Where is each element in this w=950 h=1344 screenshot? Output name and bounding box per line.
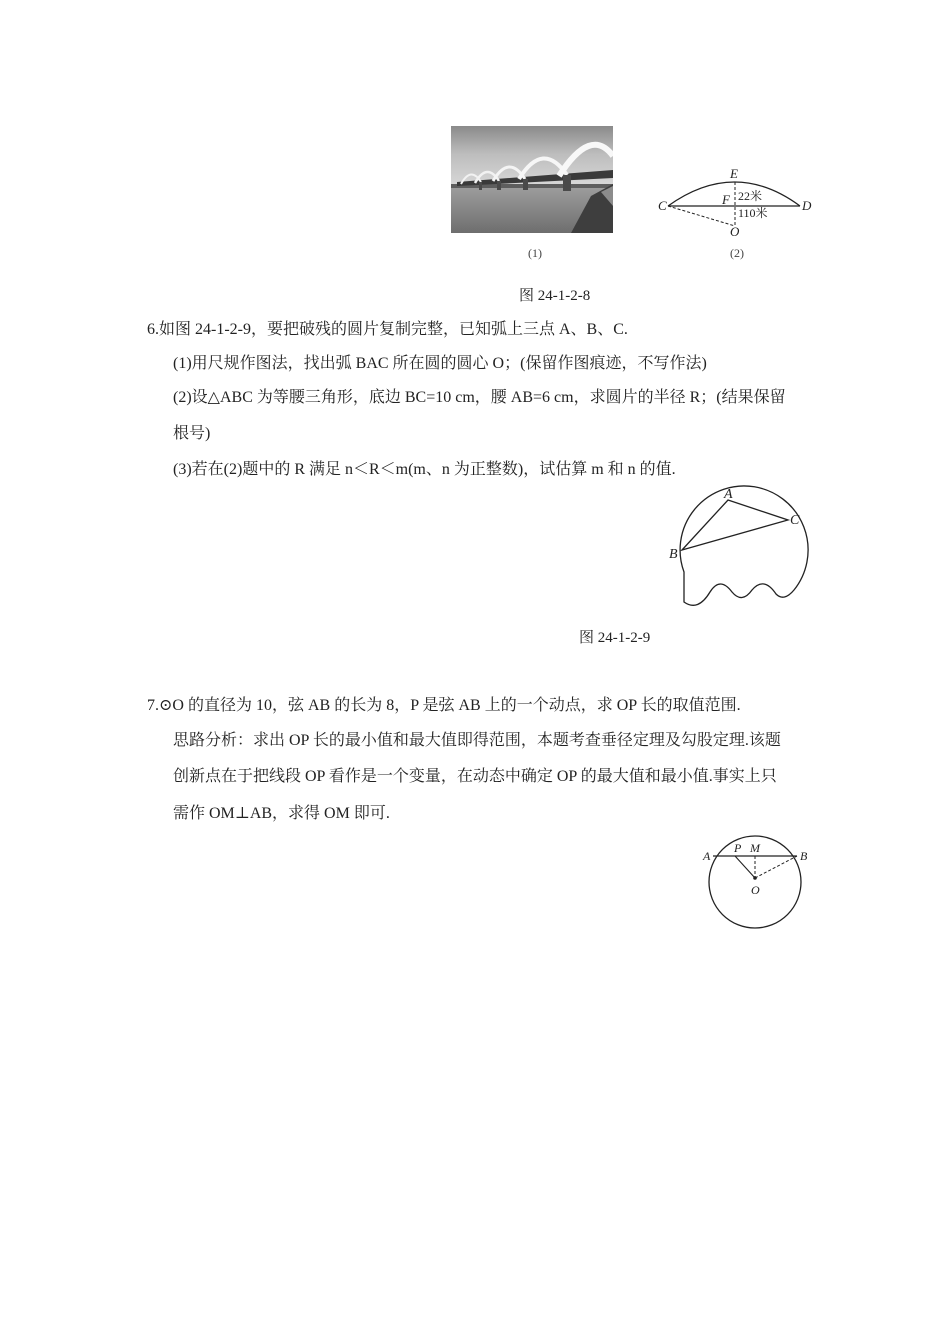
label-f: F (722, 192, 730, 207)
label-d: D (802, 198, 812, 213)
label-a: A (724, 487, 733, 502)
figure-8-caption: 图 24-1-2-8 (519, 288, 591, 304)
label-e: E (730, 166, 738, 181)
label-b: B (800, 849, 808, 863)
label-m: M (750, 841, 760, 855)
q7-analysis-line1: 思路分析：求出 OP 长的最小值和最大值即得范围，本题考查垂径定理及勾股定理.该题 (173, 732, 781, 749)
figure-8-sub1-label: (1) (528, 246, 542, 260)
label-c: C (790, 513, 800, 528)
broken-disk-diagram (660, 484, 820, 616)
q6-stem: 6.如图 24-1-2-9，要把破残的圆片复制完整，已知弧上三点 A、B、C. (147, 321, 628, 338)
q7-analysis-line2: 创新点在于把线段 OP 看作是一个变量，在动态中确定 OP 的最大值和最小值.事实上只 (173, 768, 777, 785)
q7-stem: 7.⊙O 的直径为 10，弦 AB 的长为 8，P 是弦 AB 上的一个动点，求 OP 长的取值范围. (147, 697, 741, 714)
center-dot (753, 876, 757, 880)
label-c: C (658, 198, 667, 213)
bridge-photo (451, 126, 613, 233)
bridge-arc-diagram (650, 160, 820, 250)
label-height: 22米 (738, 189, 763, 203)
q7-analysis-line3: 需作 OM⊥AB，求得 OM 即可. (173, 805, 390, 822)
figure-9-caption: 图 24-1-2-9 (579, 630, 651, 646)
label-width: 110米 (738, 206, 768, 220)
q6-part3: (3)若在(2)题中的 R 满足 n＜R＜m(m、n 为正整数)，试估算 m 和 n 的值. (173, 461, 676, 478)
circle-chord-diagram (700, 834, 816, 930)
q6-part2-line1: (2)设△ABC 为等腰三角形，底边 BC=10 cm，腰 AB=6 cm，求圆片的半径 R；(结果保留 (173, 389, 786, 406)
segment-co (668, 206, 735, 226)
arc-cd (668, 182, 800, 206)
q6-part1: (1)用尺规作图法，找出弧 BAC 所在圆的圆心 O；(保留作图痕迹，不写作法) (173, 355, 707, 372)
q6-part2-line2: 根号) (173, 425, 211, 442)
label-o: O (730, 224, 740, 239)
label-b: B (669, 547, 678, 562)
figure-8-sub2-label: (2) (730, 246, 744, 260)
triangle-abc (682, 500, 788, 550)
segment-ob (755, 856, 797, 878)
label-o: O (751, 883, 760, 897)
label-a: A (703, 849, 711, 863)
label-p: P (734, 841, 742, 855)
segment-op (735, 856, 755, 878)
